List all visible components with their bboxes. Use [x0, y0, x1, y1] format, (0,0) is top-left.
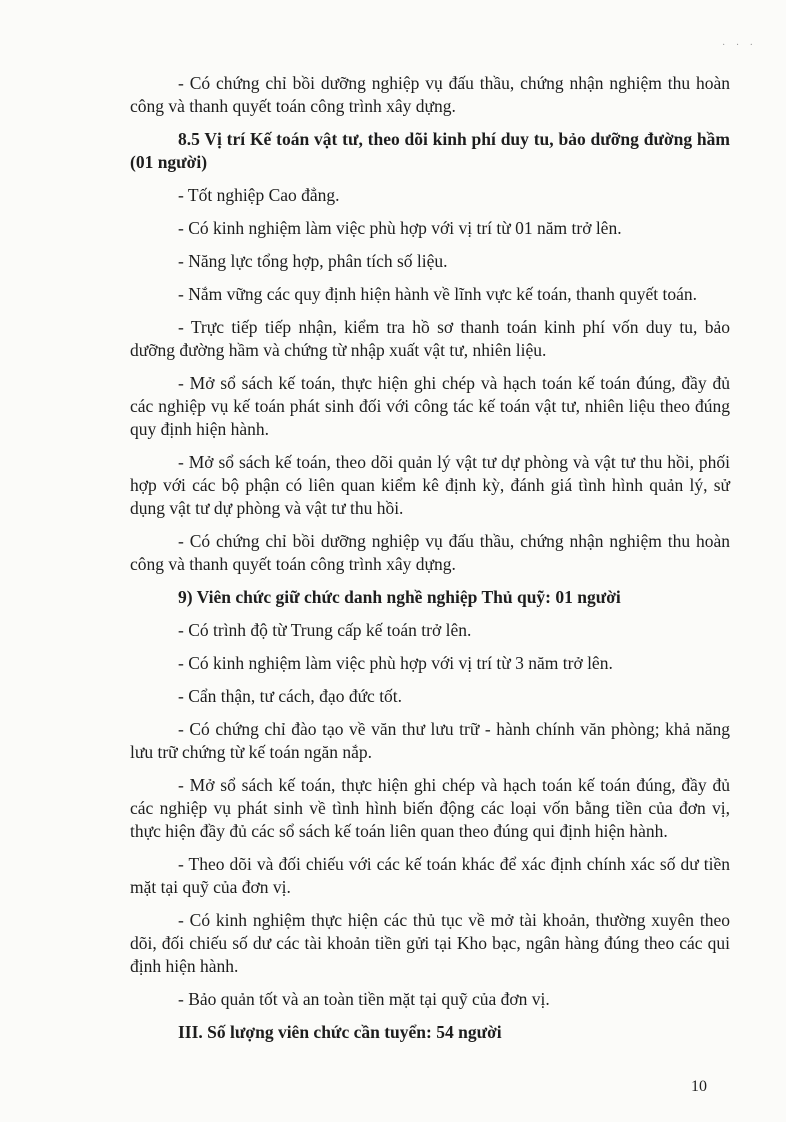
paragraph: - Trực tiếp tiếp nhận, kiểm tra hồ sơ thanh toán kinh phí vốn duy tu, bảo dưỡng đường hầm và chứng từ nhập xuất vật tư, nhiên liệu.	[130, 317, 730, 360]
section-heading: 9) Viên chức giữ chức danh nghề nghiệp Thủ quỹ: 01 người	[178, 587, 621, 607]
paragraph: - Có kinh nghiệm thực hiện các thủ tục về mở tài khoản, thường xuyên theo dõi, đối chiếu số dư các tài khoản tiền gửi tại Kho bạc, ngân hàng đúng theo các qui định hiện hành.	[130, 910, 730, 976]
paragraph: - Có trình độ từ Trung cấp kế toán trở lên.	[178, 620, 472, 640]
paragraph: - Mở sổ sách kế toán, thực hiện ghi chép và hạch toán kế toán đúng, đầy đủ các nghiệp vụ kế toán phát sinh đối với công tác kế toán vật tư, nhiên liệu theo đúng quy định hiện hành.	[130, 373, 730, 439]
paragraph: - Có chứng chỉ bồi dưỡng nghiệp vụ đấu thầu, chứng nhận nghiệm thu hoàn công và thanh quyết toán công trình xây dựng.	[130, 531, 730, 574]
paragraph: - Theo dõi và đối chiếu với các kế toán khác để xác định chính xác số dư tiền mặt tại quỹ của đơn vị.	[130, 854, 730, 897]
paragraph: - Có chứng chỉ đào tạo về văn thư lưu trữ - hành chính văn phòng; khả năng lưu trữ chứng từ kế toán ngăn nắp.	[130, 719, 730, 762]
paragraph: - Cẩn thận, tư cách, đạo đức tốt.	[178, 686, 403, 706]
page-number: 10	[691, 1078, 707, 1095]
paragraph: - Có kinh nghiệm làm việc phù hợp với vị trí từ 3 năm trở lên.	[178, 653, 613, 673]
paragraph: - Mở sổ sách kế toán, theo dõi quản lý vật tư dự phòng và vật tư thu hồi, phối hợp với các bộ phận có liên quan kiểm kê định kỳ, đánh giá tình hình quản lý, sử dụng vật tư dự phòng và vật tư thu hồi.	[130, 452, 730, 518]
section-heading: 8.5 Vị trí Kế toán vật tư, theo dõi kinh phí duy tu, bảo dưỡng đường hầm (01 người)	[130, 129, 730, 172]
paragraph: - Có chứng chỉ bồi dưỡng nghiệp vụ đấu thầu, chứng nhận nghiệm thu hoàn công và thanh quyết toán công trình xây dựng.	[130, 73, 730, 116]
scan-artifact: · · ·	[722, 40, 757, 51]
paragraph: - Nắm vững các quy định hiện hành về lĩnh vực kế toán, thanh quyết toán.	[178, 284, 698, 304]
section-heading: III. Số lượng viên chức cần tuyển: 54 người	[178, 1022, 502, 1042]
paragraph: - Mở sổ sách kế toán, thực hiện ghi chép và hạch toán kế toán đúng, đầy đủ các nghiệp vụ phát sinh về tình hình biến động các loại vốn bằng tiền của đơn vị, thực hiện đầy đủ các sổ sách kế toán liên quan theo đúng qui định hiện hành.	[130, 775, 730, 841]
paragraph: - Bảo quản tốt và an toàn tiền mặt tại quỹ của đơn vị.	[178, 989, 550, 1009]
document-body	[130, 72, 730, 1054]
paragraph: - Tốt nghiệp Cao đẳng.	[178, 185, 340, 205]
paragraph: - Năng lực tổng hợp, phân tích số liệu.	[178, 251, 448, 271]
paragraph: - Có kinh nghiệm làm việc phù hợp với vị trí từ 01 năm trở lên.	[178, 218, 622, 238]
